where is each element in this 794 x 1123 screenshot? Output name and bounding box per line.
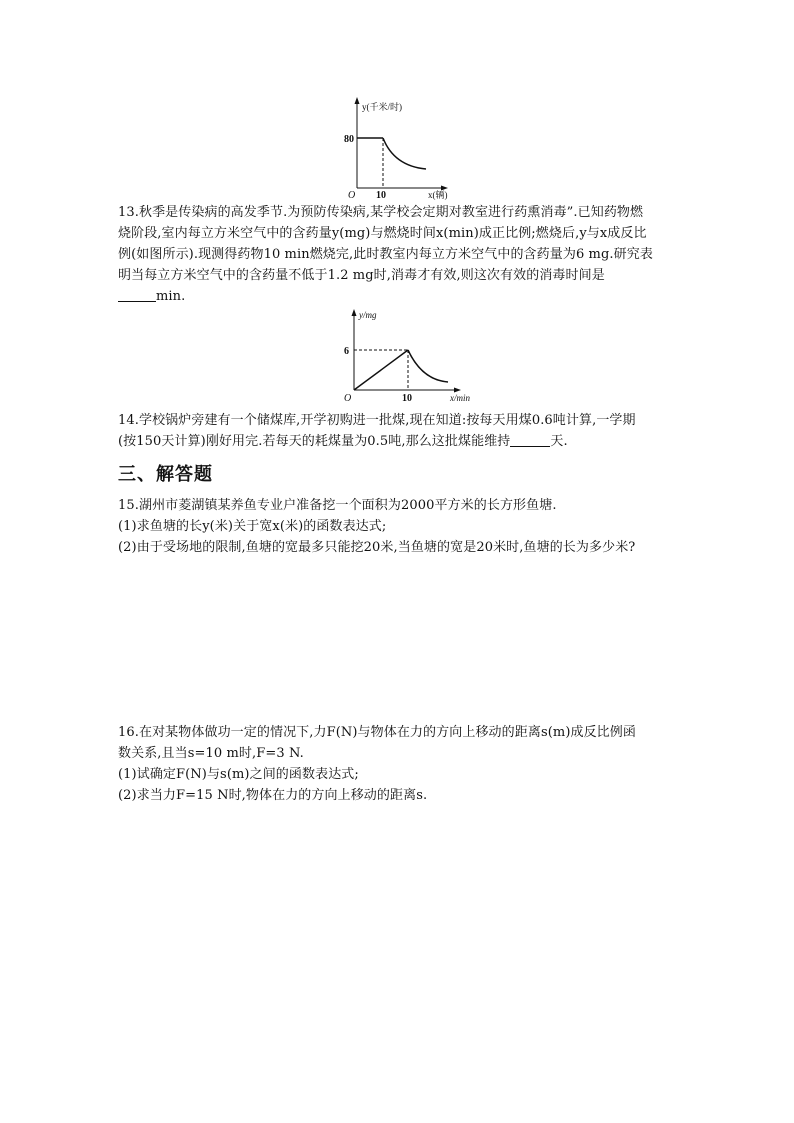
section-3-heading: 三、解答题	[118, 464, 213, 485]
drug-graph-y-label: y/mg	[359, 310, 377, 320]
q15-part-2: (2)由于受场地的限制,鱼塘的宽最多只能挖20米,当鱼塘的宽是20米时,鱼塘的长为多少米?	[118, 540, 636, 555]
drug-graph-y-tick: 6	[344, 346, 349, 357]
speed-graph-x-tick: 10	[376, 190, 386, 201]
q14-line-2-text: (按150天计算)刚好用完.若每天的耗煤量为0.5吨,那么这批煤能维持	[118, 434, 511, 449]
q15-part-1: (1)求鱼塘的长y(米)关于宽x(米)的函数表达式;	[118, 519, 387, 534]
q14-line-2	[118, 431, 678, 452]
q16-part-1: (1)试确定F(N)与s(m)之间的函数表达式;	[118, 767, 359, 782]
question-15	[118, 495, 678, 558]
q13-line-3: 例(如图所示).现测得药物10 min燃烧完,此时教室内每立方米空气中的含药量为6 mg.研究表	[118, 247, 653, 262]
drug-graph-x-tick: 10	[402, 393, 412, 404]
q13-answer-blank[interactable]	[118, 287, 156, 302]
q13-line-4: 明当每立方米空气中的含药量不低于1.2 mg时,消毒才有效,则这次有效的消毒时间是	[118, 268, 605, 283]
speed-graph-origin: O	[348, 190, 356, 201]
figure-speed-graph	[330, 94, 460, 201]
q15-line-1: 15.湖州市菱湖镇某养鱼专业户准备挖一个面积为2000平方米的长方形鱼塘.	[118, 498, 557, 513]
drug-graph-svg	[338, 306, 478, 404]
q16-part-2: (2)求当力F=15 N时,物体在力的方向上移动的距离s.	[118, 788, 428, 803]
q13-line-1: 13.秋季是传染病的高发季节.为预防传染病,某学校会定期对教室进行药熏消毒”.已知药物燃	[118, 205, 644, 220]
q14-unit: 天.	[550, 434, 568, 449]
speed-graph-y-label: y(千米/时)	[362, 102, 402, 112]
question-14	[118, 410, 678, 452]
q14-answer-blank[interactable]	[510, 432, 550, 447]
q13-line-2: 烧阶段,室内每立方米空气中的含药量y(mg)与燃烧时间x(min)成正比例;燃烧后,y与x成反比	[118, 226, 647, 241]
question-13	[118, 202, 678, 307]
question-16	[118, 722, 678, 806]
q13-unit: min.	[156, 289, 186, 304]
drug-graph-x-label: x/min	[450, 393, 470, 403]
drug-graph-origin: O	[344, 393, 352, 404]
q16-line-1: 16.在对某物体做功一定的情况下,力F(N)与物体在力的方向上移动的距离s(m)成反比例函	[118, 725, 636, 740]
figure-drug-graph	[338, 306, 478, 404]
speed-graph-svg	[330, 94, 460, 201]
speed-graph-x-label: x(辆)	[428, 190, 448, 200]
speed-graph-y-tick: 80	[344, 134, 354, 145]
q14-line-1: 14.学校锅炉旁建有一个储煤库,开学初购进一批煤,现在知道:按每天用煤0.6吨计算,一学期	[118, 413, 636, 428]
q16-line-2: 数关系,且当s=10 m时,F=3 N.	[118, 746, 304, 761]
q13-line-5	[118, 286, 678, 307]
